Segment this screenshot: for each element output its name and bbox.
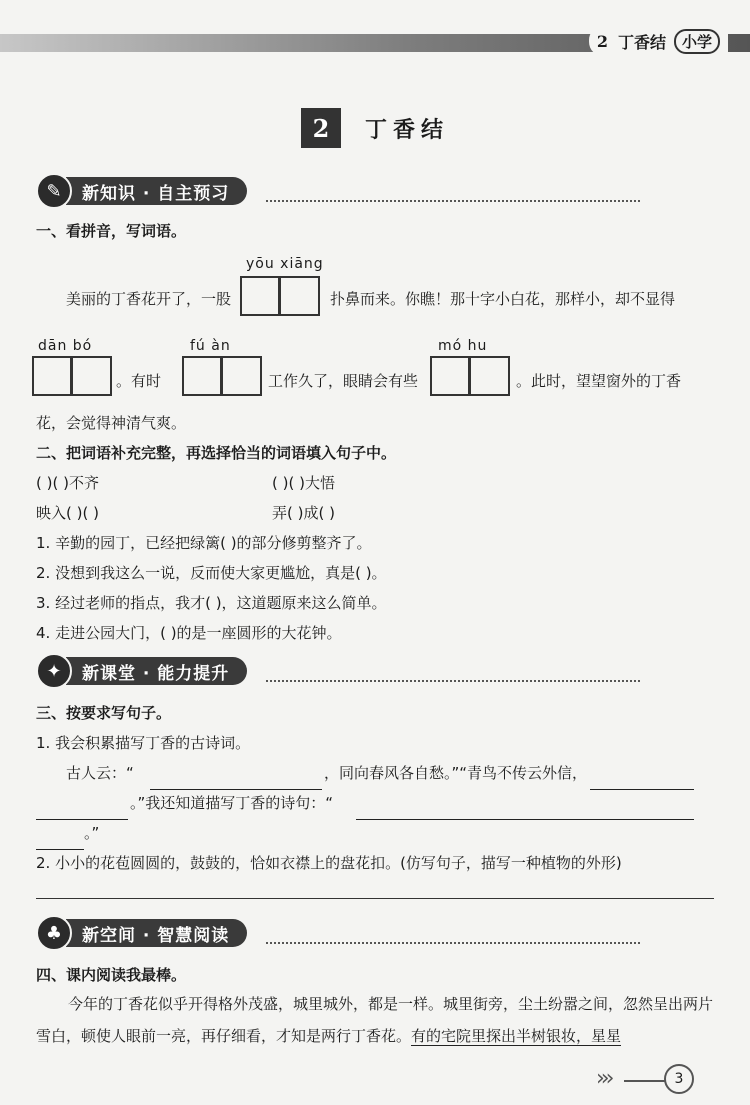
header-lesson-number: 2 [596, 31, 608, 51]
char-cell[interactable] [32, 356, 72, 396]
q2-sentence-2: 2. 没想到我这么一说，反而使大家更尴尬，真是( )。 [36, 564, 387, 582]
page-number: 3 [664, 1064, 694, 1094]
question-2-title: 二、把词语补充完整，再选择恰当的词语填入句子中。 [36, 444, 397, 462]
question-4-title: 四、课内阅读我最棒。 [36, 966, 187, 984]
q1-line-1b: 扑鼻而来。你瞧！那十字小白花，那样小，却不显得 [330, 290, 676, 308]
poem-blank-2[interactable] [590, 774, 694, 790]
poem-blank-3[interactable] [36, 804, 128, 820]
q3-line-1a: 古人云：“ [66, 764, 134, 782]
char-cell[interactable] [72, 356, 112, 396]
reading-text: 今年的丁香花似乎开得格外茂盛，城里城外，都是一样。城里街旁，尘土纷嚣之间，忽然呈出两片雪白，顿使人眼前一亮，再仔细看，才知是两行丁香花。 [36, 995, 714, 1045]
header-title: 丁香结 [617, 32, 666, 52]
answer-box-danbo[interactable] [32, 356, 112, 396]
answer-box-fuan[interactable] [182, 356, 262, 396]
section-title: 新空间 · 智慧阅读 [66, 919, 247, 947]
idiom-2[interactable]: ( )( )大悟 [272, 474, 335, 492]
answer-box-mohu[interactable] [430, 356, 510, 396]
q2-sentence-4: 4. 走进公园大门，( )的是一座圆形的大花钟。 [36, 624, 342, 642]
pinyin-danbo: dān bó [38, 338, 93, 354]
q3-line-3: 。” [84, 824, 100, 842]
idiom-1[interactable]: ( )( )不齐 [36, 474, 99, 492]
question-3-title: 三、按要求写句子。 [36, 704, 172, 722]
section-title: 新知识 · 自主预习 [66, 177, 247, 205]
lesson-number: 2 [301, 108, 341, 148]
tree-icon: ♣ [36, 915, 72, 951]
section-header-classroom [36, 656, 247, 686]
satellite-icon: ✦ [36, 653, 72, 689]
answer-line[interactable] [36, 898, 714, 899]
section-title: 新课堂 · 能力提升 [66, 657, 247, 685]
lesson-name: 丁香结 [364, 117, 449, 143]
q2-sentence-1: 1. 辛勤的园丁，已经把绿篱( )的部分修剪整齐了。 [36, 534, 372, 552]
section-header-preview [36, 176, 247, 206]
reading-passage [36, 988, 714, 1052]
char-cell[interactable] [240, 276, 280, 316]
q3-sub-1: 1. 我会积累描写丁香的古诗词。 [36, 734, 251, 752]
footer-line [624, 1080, 668, 1082]
q1-line-1a: 美丽的丁香花开了，一股 [66, 290, 232, 308]
section-divider [266, 680, 640, 682]
pinyin-fuan: fú àn [190, 338, 231, 354]
question-1-title: 一、看拼音，写词语。 [36, 222, 187, 240]
footer-arrows-icon: ››› [596, 1066, 611, 1091]
poem-blank-4[interactable] [356, 804, 694, 820]
pencil-icon: ✎ [36, 173, 72, 209]
section-divider [266, 200, 640, 202]
char-cell[interactable] [430, 356, 470, 396]
q3-line-2a: 。”我还知道描写丁香的诗句：“ [130, 794, 334, 812]
pinyin-mohu: mó hu [438, 338, 488, 354]
q2-sentence-3: 3. 经过老师的指点，我才( )，这道题原来这么简单。 [36, 594, 387, 612]
q1-line-2a: 。有时 [116, 372, 162, 390]
char-cell[interactable] [470, 356, 510, 396]
q3-line-1b: ，同向春风各自愁。”“青鸟不传云外信， [324, 764, 588, 782]
q1-line-3: 花，会觉得神清气爽。 [36, 414, 187, 432]
char-cell[interactable] [280, 276, 320, 316]
poem-blank-5[interactable] [36, 834, 84, 850]
idiom-4[interactable]: 弄( )成( ) [272, 504, 335, 522]
q1-line-2b: 工作久了，眼睛会有些 [268, 372, 419, 390]
section-divider [266, 942, 640, 944]
answer-box-youxiang[interactable] [240, 276, 320, 316]
char-cell[interactable] [222, 356, 262, 396]
poem-blank-1[interactable] [150, 774, 322, 790]
q1-line-2c: 。此时，望望窗外的丁香 [516, 372, 682, 390]
char-cell[interactable] [182, 356, 222, 396]
section-header-reading [36, 918, 247, 948]
pinyin-youxiang: yōu xiāng [246, 256, 324, 272]
running-header [589, 26, 728, 56]
header-school-badge: 小学 [674, 29, 720, 54]
q3-sub-2: 2. 小小的花苞圆圆的，鼓鼓的，恰如衣襟上的盘花扣。(仿写句子，描写一种植物的外形) [36, 854, 622, 872]
reading-underlined-text: 有的宅院里探出半树银妆，星星 [411, 1027, 622, 1045]
idiom-3[interactable]: 映入( )( ) [36, 504, 99, 522]
lesson-title [0, 108, 750, 148]
